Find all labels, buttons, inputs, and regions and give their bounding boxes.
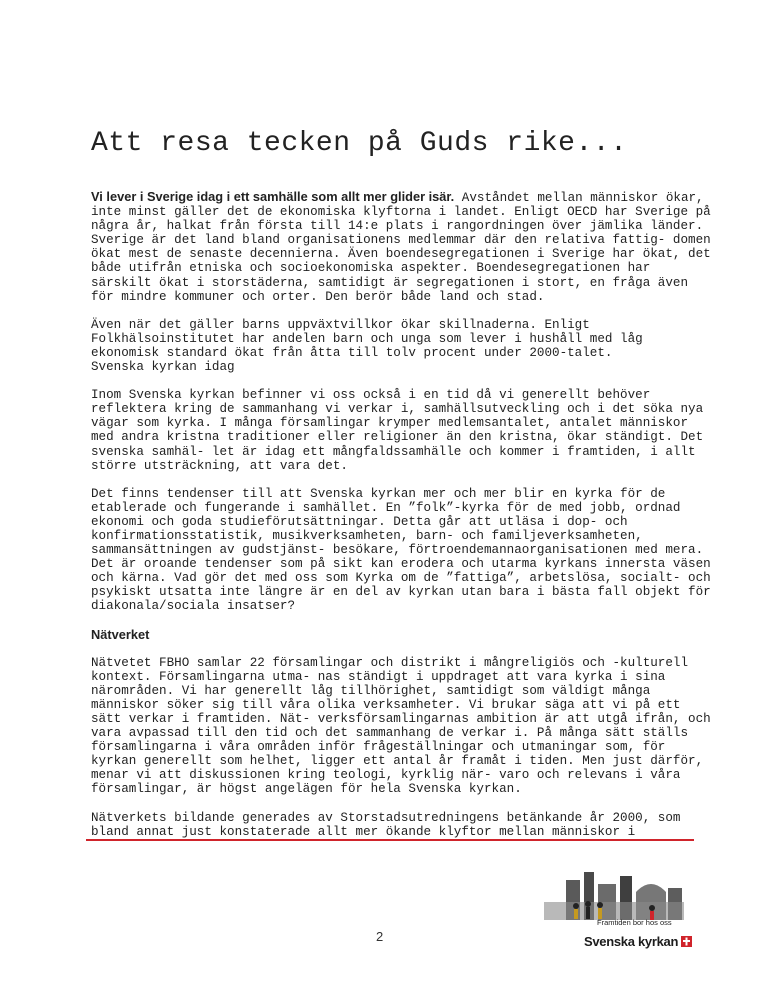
cross-icon [681,936,692,947]
paragraph-2: Inom Svenska kyrkan befinner vi oss också i en tid då vi generellt behöver reflektera kring de sammanhang vi verkar i, samhällsutveckling och i det söka nya vägar som kyrka. I många församlingar krymper medlemsantalet, antalet människor med andra kristna traditioner eller religioner än den kristna, ökar ständigt. Det svenska samhäl- let är idag ett mångfaldssamhälle och kommer i framtiden, i allt större utsträckning, att vara det. [91,388,704,473]
intro-lead: Vi lever i Sverige idag i ett samhälle som allt mer glider isär. [91,189,455,204]
svenska-kyrkan-logo [584,934,692,949]
article-body [91,190,711,853]
section-heading: Nätverket [91,626,150,642]
paragraph-3: Det finns tendenser till att Svenska kyrkan mer och mer blir en kyrka för de etablerade och fungerande i samhället. En ”folk”-kyrka för de med jobb, ordnad ekonomi och goda studieförutsättningar. Detta går att utläsa i dop- och konfirmationsstatistik, musikverksamheten, barn- och familjeverksamheten, sammansättningen av gudstjänst- besökare, förtroendemannaorganisationen med mera. Det är oroande tendenser som på sikt kan erodera och utarma kyrkans innersta väsen och kärna. Vad gör det med oss som Kyrka om de ”fattiga”, arbetslösa, socialt- och psykiskt utsatta inte längre är en del av kyrkan utan bara i bästa fall objekt för diakonala/sociala insatser? [91,486,711,614]
section-paragraph-2: Nätverkets bildande generades av Storstadsutredningens betänkande år 2000, som bland annat just konstaterade allt mer ökande klyftor mellan människor i [91,810,681,839]
page-title: Att resa tecken på Guds rike... [91,128,628,159]
footer-tagline: Framtiden bor hos oss [597,918,672,927]
section-paragraph-1: Nätvetet FBHO samlar 22 församlingar och distrikt i mångreligiös och -kulturell kontext. Församlingarna utma- nas ständigt i uppdraget att vara kyrka i sina närområden. Vi har generellt låg tillhörighet, samtidigt som väldigt många människor söker sig till våra olika verksamheter. Vi brukar säga att vi på ett sätt verkar i framtiden. Nät- verksförsamlingarnas ambition är att utgå ifrån, och vara avpassad till den tid och det sammanhang de verkar i. På många sätt ställs församlingarna i våra områden inför frågeställningar och utmaningar som, för kyrkan generellt som helhet, ligger ett antal år framåt i tiden. Men just därför, menar vi att diskussionen kring teologi, kyrklig när- varo och relevans i våra församlingar, är högst angelägen för hela Svenska kyrkan. [91,655,711,797]
page-number: 2 [376,929,384,944]
intro-text: Avståndet mellan människor ökar, inte minst gäller det de ekonomiska klyftorna i landet. Enligt OECD har Sverige på några år, halkat från första till 14:e plats i rangordningen över jämlika länder. Sverige är det land bland organisationens medlemmar där den relativa fattig- domen ökat mest de senaste decennierna. Även boendesegregationen i Sverige har ökat, det både utifrån etniska och socioekonomiska aspekter. Boendesegregationen har särskilt ökat i storstäderna, samtidigt är segregationen i stort, en fråga även för mindre kommuner och orter. Den berör både land och stad. [91,191,711,304]
paragraph-1: Även när det gäller barns uppväxtvillkor ökar skillnaderna. Enligt Folkhälsoinstitutet har andelen barn och unga som lever i hushåll med låg ekonomisk standard ökat från åtta till tolv procent under 2000-talet. Svenska kyrkan idag [91,317,643,375]
red-underline [86,839,694,841]
intro-paragraph [91,190,711,304]
brand-name: Svenska kyrkan [584,934,679,949]
